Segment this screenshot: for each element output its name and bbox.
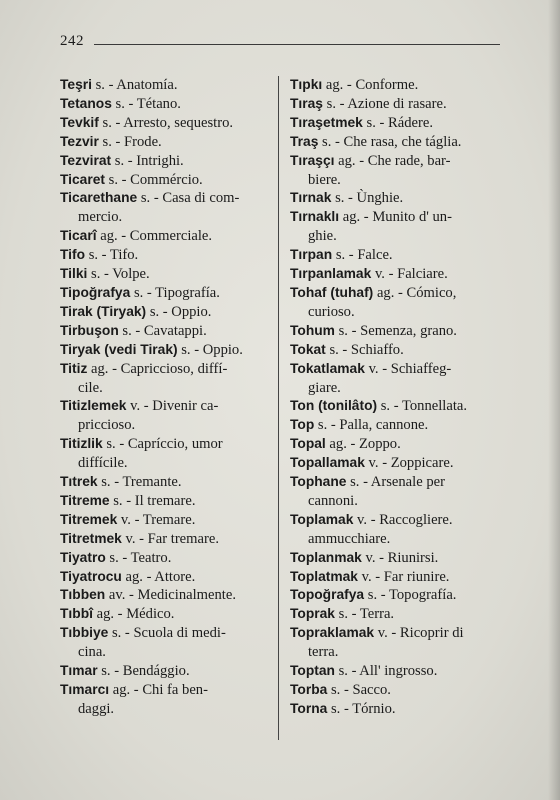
dictionary-entry [60,227,265,246]
entry-definition: s. - Tonnellata. [380,398,468,415]
entry-headword: Titretmek [60,530,122,546]
entry-definition: s. - Arresto, sequestro. [102,114,234,131]
entry-headword: Tırnaklı [290,209,340,225]
dictionary-entry [60,511,265,530]
entry-definition: s. - Ùnghie. [335,190,404,207]
entry-headword: Tırpanlamak [290,266,372,282]
entry-headword: Tıraşçı [290,152,335,168]
entry-headword: Toprak [290,606,335,622]
entry-headword: Tiyatrocu [60,568,122,584]
dictionary-entry [290,549,498,568]
entry-headword: Topallamak [290,455,365,471]
entry-headword: Topal [290,436,326,452]
entry-definition: s. - Frode. [102,133,162,150]
entry-headword: Tokatlamak [290,360,365,376]
entry-definition: s. - Oppio. [149,303,212,320]
entry-definition: s. - Palla, cannone. [317,417,429,434]
dictionary-entry [60,341,265,360]
entry-definition: ag. - Conforme. [325,77,419,93]
entry-definition: v. - Zoppicare. [368,455,454,472]
entry-headword: Top [290,417,315,433]
entry-definition: v. - Falciare. [374,266,448,283]
entry-continuation: biere. [308,171,341,188]
dictionary-entry [290,568,498,587]
dictionary-entry [60,605,265,624]
column-divider [278,76,279,740]
entry-continuation: cannoni. [308,492,358,509]
dictionary-entry [290,246,498,265]
entry-definition: ag. - Che rade, bar- [338,152,451,169]
dictionary-entry [60,568,265,587]
dictionary-entry [290,341,498,360]
dictionary-entry [290,208,498,246]
entry-headword: Tetanos [60,95,112,111]
dictionary-entry [60,133,265,152]
dictionary-entry [60,76,265,95]
dictionary-entry [290,284,498,322]
entry-definition: s. - Bendággio. [101,663,190,680]
entry-definition: s. - Anatomía. [95,77,178,93]
entry-definition: s. - Teatro. [109,549,172,566]
dictionary-entry [60,397,265,435]
entry-definition: s. - Azione di rasare. [326,95,447,112]
dictionary-entry [290,152,498,190]
entry-continuation: curioso. [308,303,355,320]
entry-continuation: daggi. [78,700,115,717]
entry-definition: s. - All' ingrosso. [338,663,438,680]
dictionary-entry [290,473,498,511]
entry-headword: Tıbbiye [60,625,109,641]
left-column [60,76,265,719]
dictionary-entry [290,322,498,341]
entry-continuation: terra. [308,644,339,661]
entry-definition: s. - Capríccio, umor [106,436,223,453]
entry-headword: Tiryak (vedi Tirak) [60,341,178,357]
entry-definition: s. - Terra. [338,606,395,623]
dictionary-entry [290,435,498,454]
dictionary-entry [60,473,265,492]
entry-headword: Toplatmak [290,568,358,584]
entry-headword: Titizlik [60,436,103,452]
entry-definition: s. - Cavatappi. [122,322,207,339]
entry-headword: Titiz [60,360,88,376]
dictionary-entry [290,605,498,624]
entry-headword: Tırnak [290,190,332,206]
entry-continuation: priccioso. [78,417,136,434]
dictionary-entry [290,662,498,681]
entry-headword: Tohum [290,322,335,338]
entry-continuation: giare. [308,379,341,396]
entry-continuation: ghie. [308,228,337,245]
entry-headword: Traş [290,133,319,149]
dictionary-entry [60,246,265,265]
entry-definition: s. - Tremante. [101,474,182,491]
dictionary-entry [60,171,265,190]
dictionary-entry [290,95,498,114]
dictionary-entry [290,586,498,605]
dictionary-entry [60,152,265,171]
entry-headword: Tıbben [60,587,106,603]
dictionary-entry [290,624,498,662]
dictionary-entry [60,95,265,114]
entry-definition: s. - Il tremare. [113,492,196,509]
entry-continuation: cile. [78,379,103,396]
entry-headword: Tifo [60,247,86,263]
entry-definition: v. - Divenir ca- [130,398,219,415]
entry-headword: Tezvirat [60,152,112,168]
dictionary-entry [60,189,265,227]
entry-headword: Toptan [290,663,335,679]
entry-definition: av. - Medicinalmente. [108,587,236,604]
entry-continuation: diffícile. [78,455,128,472]
entry-definition: s. - Tifo. [88,247,139,264]
entry-headword: Tohaf (tuhaf) [290,284,374,300]
entry-definition: s. - Commércio. [108,171,203,188]
entry-definition: ag. - Munito d' un- [342,209,452,226]
entry-definition: s. - Tórnio. [330,700,396,717]
entry-definition: s. - Falce. [335,247,393,264]
entry-headword: Toplamak [290,511,354,527]
page-header [60,33,500,53]
entry-headword: Tezvir [60,133,99,149]
entry-continuation: cina. [78,644,106,661]
dictionary-entry [60,662,265,681]
dictionary-entry [60,322,265,341]
entry-headword: Tımar [60,663,98,679]
entry-definition: v. - Riunirsi. [365,549,439,566]
entry-definition: v. - Far riunire. [361,568,450,585]
entry-definition: s. - Tipografía. [133,284,220,301]
entry-definition: s. - Oppio. [181,341,243,358]
entry-definition: ag. - Capriccioso, diffí- [91,360,228,377]
entry-definition: s. - Sacco. [330,682,391,698]
entry-headword: Tokat [290,341,326,357]
page-edge-shadow [548,0,560,800]
dictionary-entry [60,624,265,662]
page-number: 242 [60,33,84,49]
dictionary-entry [290,76,498,95]
entry-definition: ag. - Médico. [96,606,175,623]
header-rule [94,44,500,45]
entry-continuation: ammucchiare. [308,530,391,547]
entry-headword: Tilki [60,266,88,282]
dictionary-entry [60,586,265,605]
dictionary-entry [60,530,265,549]
dictionary-entry [60,360,265,398]
entry-definition: ag. - Commerciale. [100,228,213,245]
entry-headword: Tophane [290,474,347,490]
dictionary-entry [60,435,265,473]
dictionary-entry [60,549,265,568]
entry-headword: Ticarî [60,228,97,244]
entry-definition: s. - Schiaffo. [329,341,404,358]
entry-headword: Tımarcı [60,682,110,697]
entry-headword: Topoğrafya [290,587,365,603]
dictionary-entry [290,265,498,284]
dictionary-entry [290,416,498,435]
entry-headword: Tıpkı [290,77,323,92]
dictionary-entry [60,284,265,303]
entry-definition: s. - Intrighi. [114,152,184,169]
entry-headword: Tipoğrafya [60,284,131,300]
dictionary-entry [60,114,265,133]
dictionary-entry [290,700,498,719]
entry-headword: Tirak (Tiryak) [60,303,147,319]
entry-headword: Titremek [60,511,118,527]
entry-headword: Tırpan [290,247,333,263]
dictionary-entry [60,492,265,511]
entry-definition: v. - Tremare. [120,511,196,528]
entry-headword: Tiyatro [60,549,106,565]
dictionary-entry [290,360,498,398]
entry-headword: Tıbbî [60,606,93,622]
entry-headword: Torna [290,700,328,716]
entry-headword: Ton (tonilâto) [290,398,378,414]
entry-definition: s. - Arsenale per [350,474,445,491]
entry-definition: ag. - Chi fa ben- [112,682,208,698]
entry-definition: v. - Raccogliere. [357,511,453,528]
entry-definition: ag. - Attore. [125,568,196,585]
entry-definition: s. - Semenza, grano. [338,322,457,339]
entry-definition: s. - Casa di com- [140,190,240,207]
entry-headword: Ticarethane [60,190,138,206]
entry-definition: ag. - Zoppo. [329,436,401,453]
entry-headword: Teşri [60,77,92,92]
entry-headword: Titreme [60,492,110,508]
entry-definition: s. - Che rasa, che táglia. [322,133,462,150]
entry-definition: v. - Far tremare. [125,530,219,547]
entry-headword: Ticaret [60,171,105,187]
entry-headword: Tevkif [60,114,99,130]
entry-headword: Tirbuşon [60,322,119,338]
entry-definition: v. - Schiaffeg- [368,360,452,377]
dictionary-entry [290,133,498,152]
dictionary-entry [60,303,265,322]
dictionary-entry [290,681,498,700]
entry-definition: ag. - Cómico, [376,284,457,301]
entry-definition: s. - Rádere. [366,114,433,131]
entry-definition: s. - Volpe. [91,266,150,283]
entry-headword: Torba [290,682,328,697]
entry-definition: s. - Scuola di medi- [111,625,226,642]
entry-definition: v. - Ricoprir di [377,625,464,642]
entry-headword: Titizlemek [60,398,127,414]
entry-headword: Toplanmak [290,549,362,565]
dictionary-entry [60,681,265,719]
entry-definition: s. - Tétano. [115,95,181,112]
entry-headword: Tıraşetmek [290,114,363,130]
right-column [290,76,498,719]
entry-continuation: mercio. [78,209,123,226]
entry-headword: Tıraş [290,95,323,111]
dictionary-entry [290,189,498,208]
dictionary-entry [290,511,498,549]
dictionary-entry [290,454,498,473]
entry-headword: Topraklamak [290,625,375,641]
entry-definition: s. - Topografía. [367,587,457,604]
dictionary-entry [290,397,498,416]
dictionary-entry [290,114,498,133]
entry-headword: Tıtrek [60,474,98,490]
dictionary-entry [60,265,265,284]
